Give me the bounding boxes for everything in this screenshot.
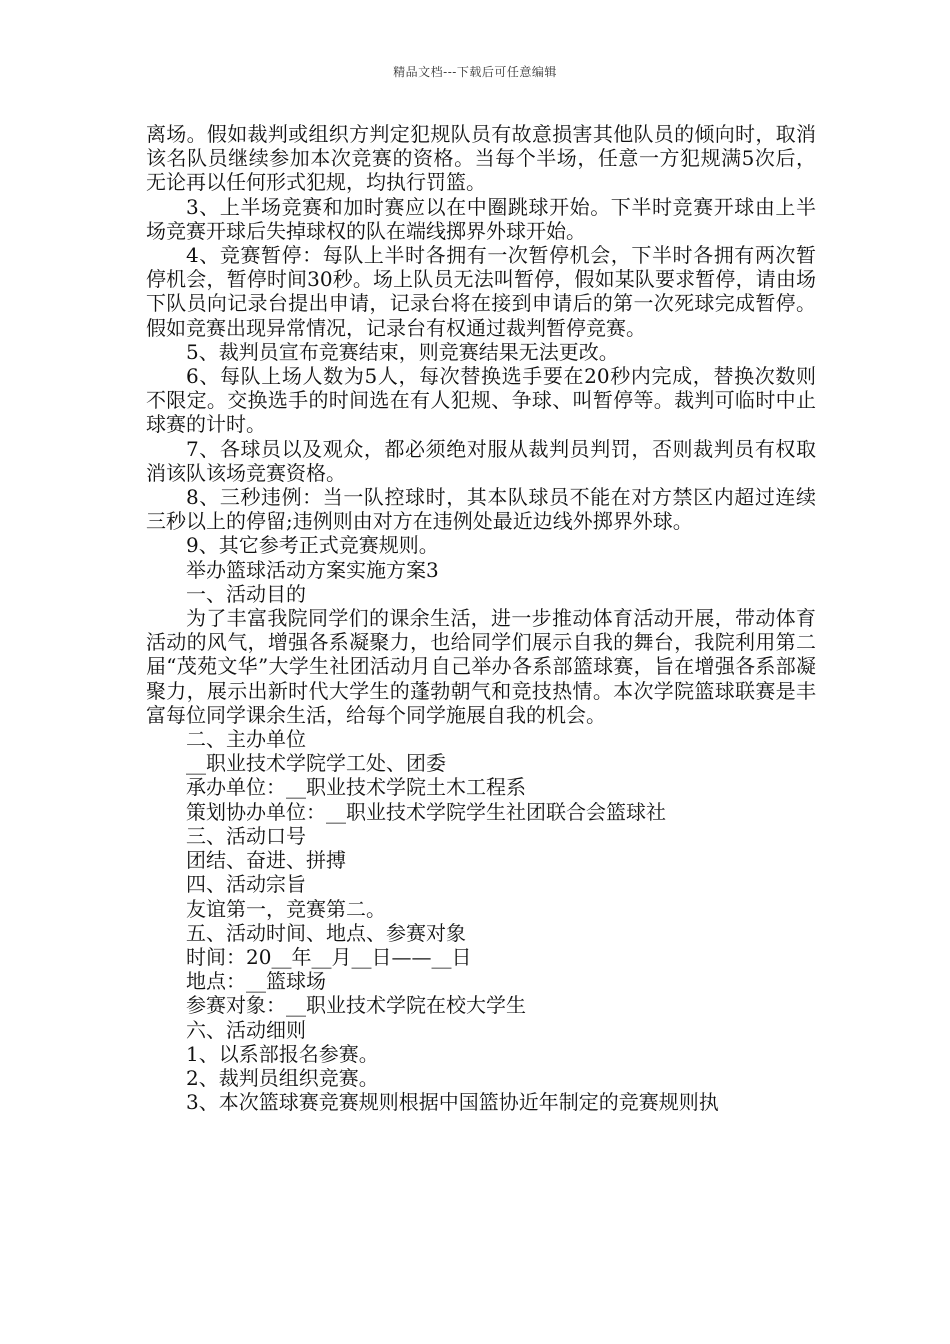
paragraph-substitutions: 6、每队上场人数为5人，每次替换选手要在20秒内完成，替换次数则不限定。交换选手的时间选在有人犯规、争球、叫暂停等。裁判可临时中止球赛的计时。 [146,364,816,437]
section-title-plan-3: 举办篮球活动方案实施方案3 [186,557,439,582]
paragraph-obey-referee: 7、各球员以及观众，都必须绝对服从裁判员判罚，否则裁判员有权取消该队该场竞赛资格。 [146,436,816,485]
line-host-unit: 承办单位：__职业技术学院土木工程系 [186,775,526,800]
line-organizer: __职业技术学院学工处、团委 [186,751,446,776]
document-body [146,122,816,1114]
heading-principle: 四、活动宗旨 [186,872,306,897]
heading-purpose: 一、活动目的 [186,581,306,606]
line-place: 地点：__篮球场 [186,969,326,994]
heading-organizer: 二、主办单位 [186,727,306,752]
paragraph-fouls-ejection: 离场。假如裁判或组织方判定犯规队员有故意损害其他队员的倾向时，取消该名队员继续参加本次竞赛的资格。当每个半场，任意一方犯规满5次后，无论再以任何形式犯规，均执行罚篮。 [146,122,816,195]
line-principle: 友谊第一，竞赛第二。 [186,896,386,921]
paragraph-jump-ball: 3、上半场竞赛和加时赛应以在中圈跳球开始。下半时竞赛开球由上半场竞赛开球后失掉球权的队在端线掷界外球开始。 [146,194,816,243]
line-slogan: 团结、奋进、拼搏 [186,848,346,873]
line-detail-1: 1、以系部报名参赛。 [186,1041,379,1066]
heading-time-place: 五、活动时间、地点、参赛对象 [186,920,466,945]
line-detail-2: 2、裁判员组织竞赛。 [186,1065,379,1090]
line-time: 时间：20__年__月__日——__日 [186,944,472,969]
heading-slogan: 三、活动口号 [186,823,306,848]
paragraph-purpose: 为了丰富我院同学们的课余生活，进一步推动体育活动开展，带动体育活动的风气，增强各系凝聚力，也给同学们展示自我的舞台，我院利用第二届“茂苑文华”大学生社团活动月自己举办各系部篮球赛，旨在增强各系部凝聚力，展示出新时代大学生的蓬勃朝气和竞技热情。本次学院篮球联赛是丰富每位同学课余生活，给每个同学施展自我的机会。 [146,606,816,727]
heading-details: 六、活动细则 [186,1017,306,1042]
line-detail-3: 3、本次篮球赛竞赛规则根据中国篮协近年制定的竞赛规则执 [186,1090,719,1115]
line-participants: 参赛对象：__职业技术学院在校大学生 [186,993,526,1018]
page-header: 精品文档---下载后可任意编辑 [393,65,557,79]
line-co-organizer: 策划协办单位：__职业技术学院学生社团联合会篮球社 [186,799,666,824]
paragraph-three-second: 8、三秒违例：当一队控球时，其本队球员不能在对方禁区内超过连续三秒以上的停留;违例则由对方在违例处最近边线外掷界外球。 [146,485,816,534]
paragraph-other-rules: 9、其它参考正式竞赛规则。 [186,533,439,558]
paragraph-timeouts: 4、竞赛暂停：每队上半时各拥有一次暂停机会，下半时各拥有两次暂停机会，暂停时间30秒。场上队员无法叫暂停，假如某队要求暂停，请由场下队员向记录台提出申请，记录台将在接到申请后的第一次死球完成暂停。假如竞赛出现异常情况，记录台有权通过裁判暂停竞赛。 [146,243,816,340]
paragraph-result-final: 5、裁判员宣布竞赛结束，则竞赛结果无法更改。 [186,339,619,364]
